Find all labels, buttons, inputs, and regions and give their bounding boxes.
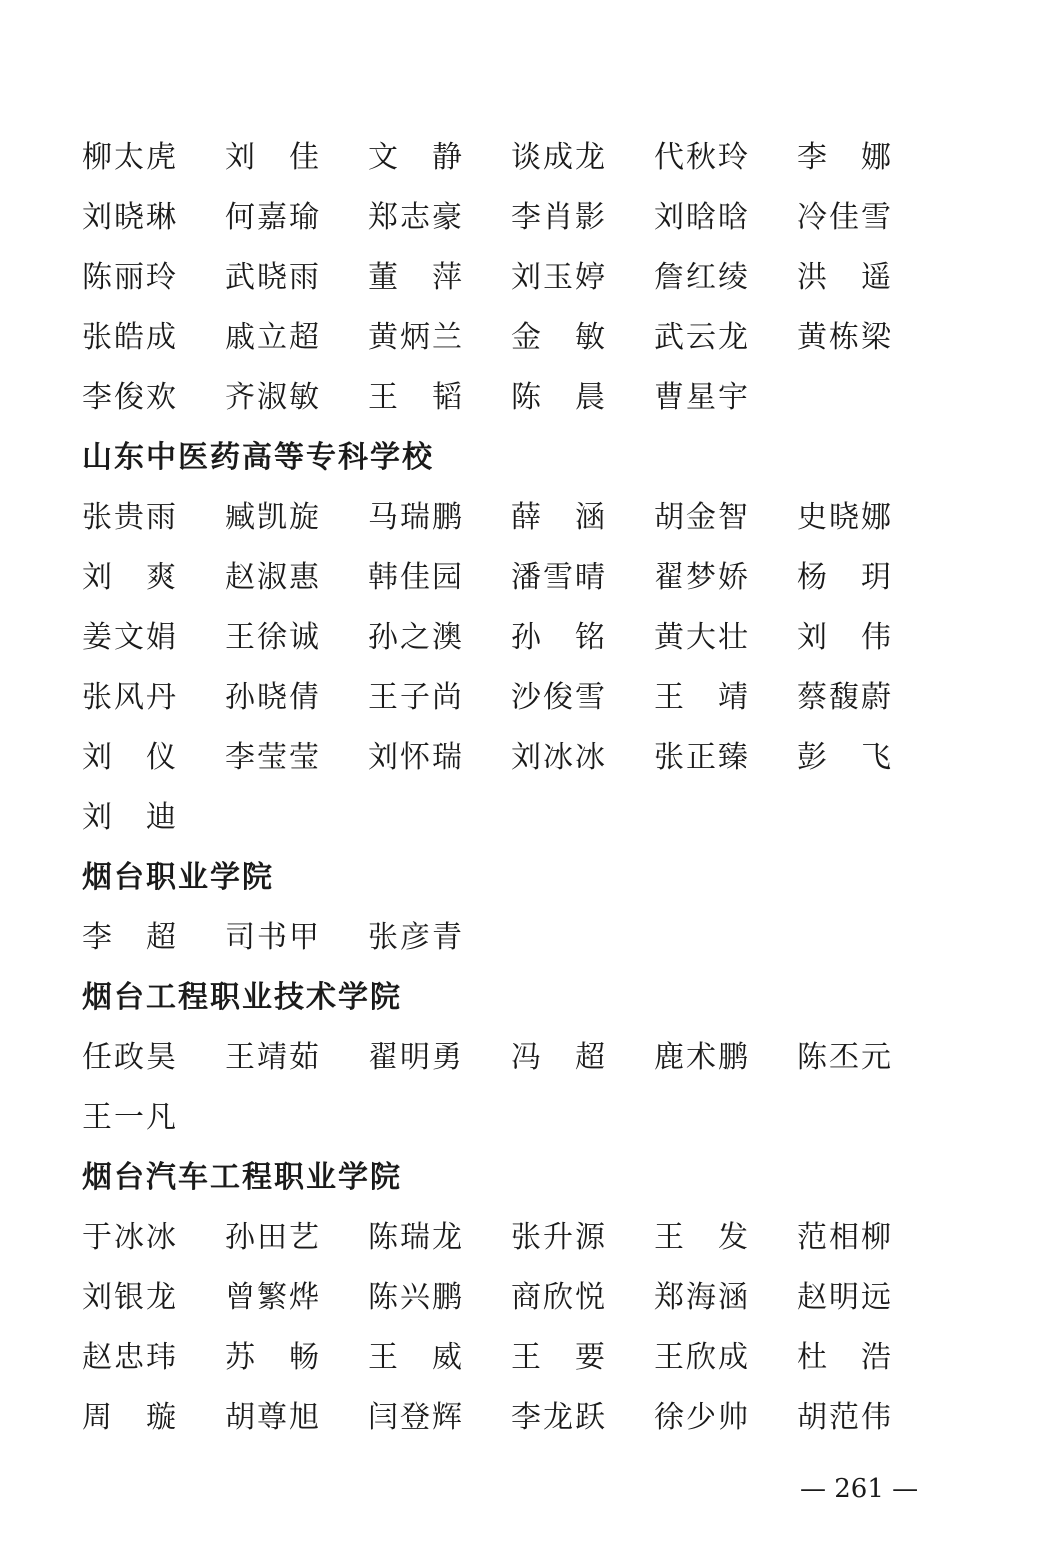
person-name: 刘玉婷 — [511, 260, 607, 295]
person-name: 李龙跃 — [511, 1400, 607, 1435]
person-name: 彭 飞 — [797, 740, 893, 775]
person-name: 于冰冰 — [82, 1220, 178, 1255]
person-name: 武云龙 — [654, 320, 750, 355]
person-name: 黄栋梁 — [797, 320, 893, 355]
name-row — [82, 728, 922, 788]
person-name: 郑志豪 — [368, 200, 464, 235]
section-title: 烟台职业学院 — [82, 860, 274, 895]
person-name: 王徐诚 — [225, 620, 321, 655]
person-name: 张正臻 — [654, 740, 750, 775]
person-name: 黄大壮 — [654, 620, 750, 655]
person-name: 赵淑惠 — [225, 560, 321, 595]
person-name: 王靖茹 — [225, 1040, 321, 1075]
person-name: 鹿术鹏 — [654, 1040, 750, 1075]
person-name: 杨 玥 — [797, 560, 893, 595]
name-row — [82, 788, 922, 848]
person-name: 王欣成 — [654, 1340, 750, 1375]
person-name: 胡尊旭 — [225, 1400, 321, 1435]
person-name: 曾繁烨 — [225, 1280, 321, 1315]
person-name: 姜文娟 — [82, 620, 178, 655]
person-name: 翟梦娇 — [654, 560, 750, 595]
person-name: 李 娜 — [797, 140, 893, 175]
person-name: 黄炳兰 — [368, 320, 464, 355]
person-name: 刘晓琳 — [82, 200, 178, 235]
section-title: 烟台工程职业技术学院 — [82, 980, 402, 1015]
name-row — [82, 1268, 922, 1328]
person-name: 柳太虎 — [82, 140, 178, 175]
person-name: 谈成龙 — [511, 140, 607, 175]
person-name: 洪 遥 — [797, 260, 893, 295]
person-name: 王子尚 — [368, 680, 464, 715]
person-name: 刘怀瑞 — [368, 740, 464, 775]
person-name: 张风丹 — [82, 680, 178, 715]
person-name: 胡范伟 — [797, 1400, 893, 1435]
person-name: 李肖影 — [511, 200, 607, 235]
person-name: 陈兴鹏 — [368, 1280, 464, 1315]
person-name: 韩佳园 — [368, 560, 464, 595]
name-row — [82, 608, 922, 668]
name-row — [82, 128, 922, 188]
name-row — [82, 368, 922, 428]
person-name: 刘 佳 — [225, 140, 321, 175]
person-name: 刘银龙 — [82, 1280, 178, 1315]
name-row — [82, 188, 922, 248]
person-name: 刘冰冰 — [511, 740, 607, 775]
person-name: 潘雪晴 — [511, 560, 607, 595]
person-name: 王一凡 — [82, 1100, 178, 1135]
name-list-page — [82, 128, 922, 1448]
person-name: 陈瑞龙 — [368, 1220, 464, 1255]
name-row — [82, 548, 922, 608]
name-row — [82, 248, 922, 308]
person-name: 赵忠玮 — [82, 1340, 178, 1375]
person-name: 臧凯旋 — [225, 500, 321, 535]
person-name: 詹红绫 — [654, 260, 750, 295]
person-name: 胡金智 — [654, 500, 750, 535]
person-name: 李莹莹 — [225, 740, 321, 775]
name-row — [82, 1028, 922, 1088]
person-name: 王 发 — [654, 1220, 750, 1255]
person-name: 刘 迪 — [82, 800, 178, 835]
person-name: 董 萍 — [368, 260, 464, 295]
person-name: 任政昊 — [82, 1040, 178, 1075]
name-row — [82, 488, 922, 548]
person-name: 商欣悦 — [511, 1280, 607, 1315]
person-name: 郑海涵 — [654, 1280, 750, 1315]
person-name: 武晓雨 — [225, 260, 321, 295]
person-name: 戚立超 — [225, 320, 321, 355]
person-name: 苏 畅 — [225, 1340, 321, 1375]
person-name: 王 靖 — [654, 680, 750, 715]
person-name: 刘 伟 — [797, 620, 893, 655]
person-name: 王 要 — [511, 1340, 607, 1375]
person-name: 代秋玲 — [654, 140, 750, 175]
person-name: 周 璇 — [82, 1400, 178, 1435]
person-name: 冯 超 — [511, 1040, 607, 1075]
section-title: 烟台汽车工程职业学院 — [82, 1160, 402, 1195]
person-name: 张升源 — [511, 1220, 607, 1255]
person-name: 司书甲 — [225, 920, 321, 955]
person-name: 马瑞鹏 — [368, 500, 464, 535]
person-name: 孙晓倩 — [225, 680, 321, 715]
person-name: 张彦青 — [368, 920, 464, 955]
person-name: 文 静 — [368, 140, 464, 175]
person-name: 蔡馥蔚 — [797, 680, 893, 715]
person-name: 王 韬 — [368, 380, 464, 415]
name-row — [82, 1088, 922, 1148]
person-name: 金 敏 — [511, 320, 607, 355]
person-name: 沙俊雪 — [511, 680, 607, 715]
person-name: 孙 铭 — [511, 620, 607, 655]
person-name: 何嘉瑜 — [225, 200, 321, 235]
section-title: 山东中医药高等专科学校 — [82, 440, 434, 475]
person-name: 范相柳 — [797, 1220, 893, 1255]
person-name: 杜 浩 — [797, 1340, 893, 1375]
page-number: — 261 — — [800, 1474, 919, 1504]
person-name: 史晓娜 — [797, 500, 893, 535]
person-name: 刘 爽 — [82, 560, 178, 595]
person-name: 孙之澳 — [368, 620, 464, 655]
person-name: 冷佳雪 — [797, 200, 893, 235]
name-row — [82, 1208, 922, 1268]
person-name: 刘晗晗 — [654, 200, 750, 235]
person-name: 李俊欢 — [82, 380, 178, 415]
person-name: 陈 晨 — [511, 380, 607, 415]
person-name: 薛 涵 — [511, 500, 607, 535]
person-name: 齐淑敏 — [225, 380, 321, 415]
person-name: 赵明远 — [797, 1280, 893, 1315]
name-row — [82, 1388, 922, 1448]
name-row — [82, 908, 922, 968]
name-row — [82, 308, 922, 368]
person-name: 徐少帅 — [654, 1400, 750, 1435]
person-name: 陈丽玲 — [82, 260, 178, 295]
person-name: 闫登辉 — [368, 1400, 464, 1435]
person-name: 孙田艺 — [225, 1220, 321, 1255]
person-name: 王 威 — [368, 1340, 464, 1375]
person-name: 陈丕元 — [797, 1040, 893, 1075]
person-name: 曹星宇 — [654, 380, 750, 415]
person-name: 张贵雨 — [82, 500, 178, 535]
person-name: 张皓成 — [82, 320, 178, 355]
person-name: 翟明勇 — [368, 1040, 464, 1075]
person-name: 李 超 — [82, 920, 178, 955]
name-row — [82, 1328, 922, 1388]
name-row — [82, 668, 922, 728]
person-name: 刘 仪 — [82, 740, 178, 775]
